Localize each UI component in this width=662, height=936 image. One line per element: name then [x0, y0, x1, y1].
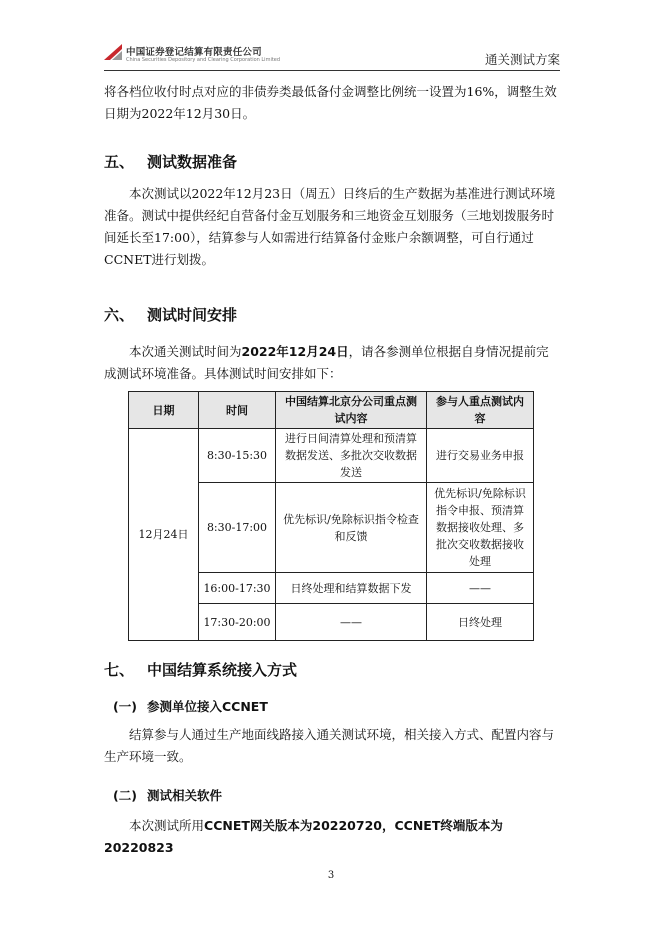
subsection-2-number: (二)	[113, 788, 137, 803]
csdc-content-cell: 优先标识/免除标识指令检查和反馈	[276, 483, 427, 573]
section-6-paragraph	[104, 341, 560, 385]
section-6-text-post: ，请各参测单位根据自身情况提前完成测试环境准备。具体测试时间安排如下：	[104, 344, 549, 381]
org-name-en: China Securities Depository and Clearing Corporation Limited	[126, 57, 281, 63]
subsection-2-text-pre: 本次测试所用	[129, 818, 205, 833]
section-5-paragraph: 本次测试以2022年12月23日（周五）日终后的生产数据为基准进行测试环境准备。测试中提供经纪自营备付金互划服务和三地资金互划服务（三地划拨服务时间延长至17:00），结算参与人如需进行结算备付金账户余额调整，可自行通过CCNET进行划拨。	[104, 186, 556, 267]
section-5-title: 测试数据准备	[147, 153, 238, 171]
subsection-1-title: 参测单位接入CCNET	[147, 699, 268, 714]
participant-content-cell: 日终处理	[427, 604, 534, 641]
test-date-bold: 2022年12月24日	[241, 344, 349, 359]
date-cell: 12月24日	[129, 429, 199, 641]
table-header-row	[129, 392, 534, 429]
intro-paragraph: 将各档位收付时点对应的非债券类最低备付金调整比例统一设置为16%，调整生效日期为2022年12月30日。	[104, 84, 557, 121]
time-cell: 17:30-20:00	[199, 604, 276, 641]
participant-content-cell: 优先标识/免除标识指令申报、预清算数据接收处理、多批次交收数据接收处理	[427, 483, 534, 573]
csdc-content-cell: 日终处理和结算数据下发	[276, 573, 427, 604]
section-5-heading	[104, 151, 237, 172]
subsection-2-heading	[113, 786, 222, 804]
section-6-number: 六、	[104, 306, 135, 324]
section-7-heading	[104, 659, 297, 680]
subsection-2-paragraph	[104, 815, 560, 859]
participant-content-cell: 进行交易业务申报	[427, 429, 534, 483]
time-cell: 8:30-15:30	[199, 429, 276, 483]
csdc-content-cell: 进行日间清算处理和预清算数据发送、多批次交收数据发送	[276, 429, 427, 483]
test-schedule-table	[128, 391, 534, 641]
subsection-1-heading	[113, 697, 268, 715]
section-5-number: 五、	[104, 153, 135, 171]
header-date: 日期	[129, 392, 199, 429]
section-6-title: 测试时间安排	[147, 306, 238, 324]
time-cell: 16:00-17:30	[199, 573, 276, 604]
page-header	[104, 38, 560, 71]
section-7-title: 中国结算系统接入方式	[147, 661, 298, 679]
csdc-content-cell: ——	[276, 604, 427, 641]
software-versions-bold: CCNET网关版本为20220720，CCNET终端版本为20220823	[104, 818, 503, 855]
org-name-cn: 中国证券登记结算有限责任公司	[126, 47, 262, 58]
document-title: 通关测试方案	[484, 52, 560, 67]
page-number: 3	[327, 870, 335, 881]
header-participant-content: 参与人重点测试内容	[427, 392, 534, 429]
subsection-2-title: 测试相关软件	[147, 788, 223, 803]
section-6-heading	[104, 304, 237, 325]
header-time: 时间	[199, 392, 276, 429]
table-row	[129, 429, 534, 483]
participant-content-cell: ——	[427, 573, 534, 604]
time-cell: 8:30-17:00	[199, 483, 276, 573]
subsection-1-paragraph: 结算参与人通过生产地面线路接入通关测试环境，相关接入方式、配置内容与生产环境一致。	[104, 727, 555, 764]
section-7-number: 七、	[104, 661, 135, 679]
header-csdc-content: 中国结算北京分公司重点测试内容	[276, 392, 427, 429]
subsection-1-number: (一)	[113, 699, 137, 714]
csdc-logo-icon	[104, 44, 122, 60]
section-6-text-pre: 本次通关测试时间为	[129, 344, 242, 359]
